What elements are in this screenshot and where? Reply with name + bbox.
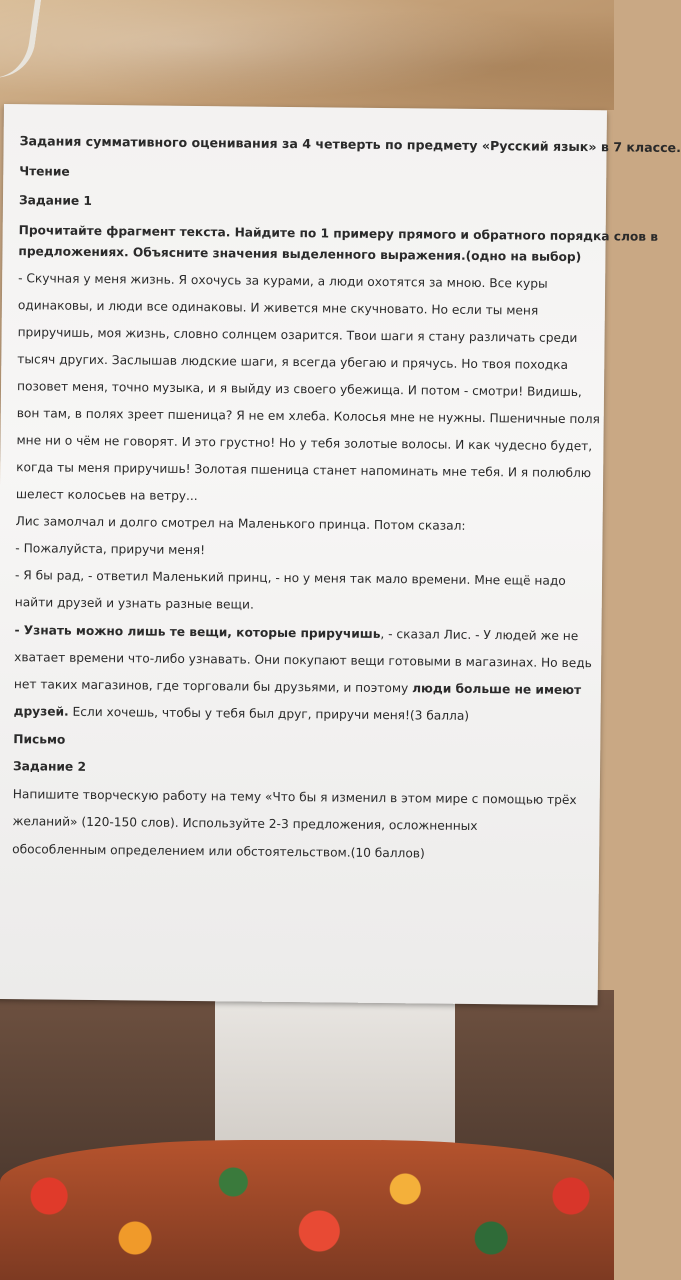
text-line-mixed xyxy=(14,703,470,724)
quote-continuation: , - сказал Лис. - У людей же не xyxy=(380,626,579,644)
task2-line: Напишите творческую работу на тему «Что бы я изменил в этом мире с помощью трёх xyxy=(12,787,577,808)
text-normal: нет таких магазинов, где торговали бы друзьями, и поэтому xyxy=(13,677,413,696)
floral-fabric xyxy=(0,1140,614,1280)
document-heading: Задания суммативного оценивания за 4 четверть по предмету «Русский язык» в 7 классе. xyxy=(19,133,681,156)
text-line: шелест колосьев на ветру... xyxy=(15,487,198,504)
section-writing: Письмо xyxy=(13,732,66,747)
text-line: найти друзей и узнать разные вещи. xyxy=(14,595,254,612)
text-line: - Пожалуйста, приручи меня! xyxy=(15,541,206,558)
text-line: вон там, в полях зреет пшеница? Я не ем хлеба. Колосья мне не нужны. Пшеничные поля xyxy=(16,406,601,427)
text-line: тысяч других. Заслышав людские шаги, я всегда убегаю и прячусь. Но твоя походка xyxy=(17,352,569,372)
highlighted-expression-end: друзей. xyxy=(13,704,69,719)
task2-line: обособленным определением или обстоятельством.(10 баллов) xyxy=(12,842,425,861)
text-normal: Если хочешь, чтобы у тебя был друг, приручи меня!(3 балла) xyxy=(68,704,470,723)
highlighted-quote: - Узнать можно лишь те вещи, которые приручишь xyxy=(14,623,381,641)
text-line: одинаковы, и люди все одинаковы. И живется мне скучновато. Но если ты меня xyxy=(17,298,539,318)
text-line: - Скучная у меня жизнь. Я охочусь за курами, а люди охотятся за мною. Все куры xyxy=(18,271,548,291)
text-line: хватает времени что-либо узнавать. Они покупают вещи готовыми в магазинах. Но ведь xyxy=(14,650,592,671)
task1-instruction-line1: Прочитайте фрагмент текста. Найдите по 1 примеру прямого и обратного порядка слов в xyxy=(18,223,659,244)
quote-line xyxy=(14,622,578,644)
text-line: когда ты меня приручишь! Золотая пшеница станет напоминать мне тебя. И я полюблю xyxy=(16,460,592,481)
task2-line: желаний» (120-150 слов). Используйте 2-3 предложения, осложненных xyxy=(12,814,478,833)
quilt-background xyxy=(0,0,614,110)
worksheet-paper xyxy=(0,104,681,1005)
text-line: приручишь, моя жизнь, словно солнцем озарится. Твои шаги я стану различать среди xyxy=(17,325,578,346)
text-line: позовет меня, точно музыка, и я выйду из своего убежища. И потом - смотри! Видишь, xyxy=(16,379,582,400)
section-reading: Чтение xyxy=(19,164,70,179)
highlighted-expression: люди больше не имеют xyxy=(412,681,582,698)
text-line: - Я бы рад, - ответил Маленький принц, - но у меня так мало времени. Мне ещё надо xyxy=(14,568,566,588)
text-line: мне ни о чём не говорят. И это грустно! Но у тебя золотые волосы. И как чудесно будет, xyxy=(16,433,593,454)
task2-title: Задание 2 xyxy=(12,759,87,774)
text-line-mixed xyxy=(14,676,581,698)
task1-title: Задание 1 xyxy=(18,193,92,208)
text-line: Лис замолчал и долго смотрел на Маленького принца. Потом сказал: xyxy=(15,514,466,533)
task1-instruction-line2: предложениях. Объясните значения выделенного выражения.(одно на выбор) xyxy=(18,244,582,265)
